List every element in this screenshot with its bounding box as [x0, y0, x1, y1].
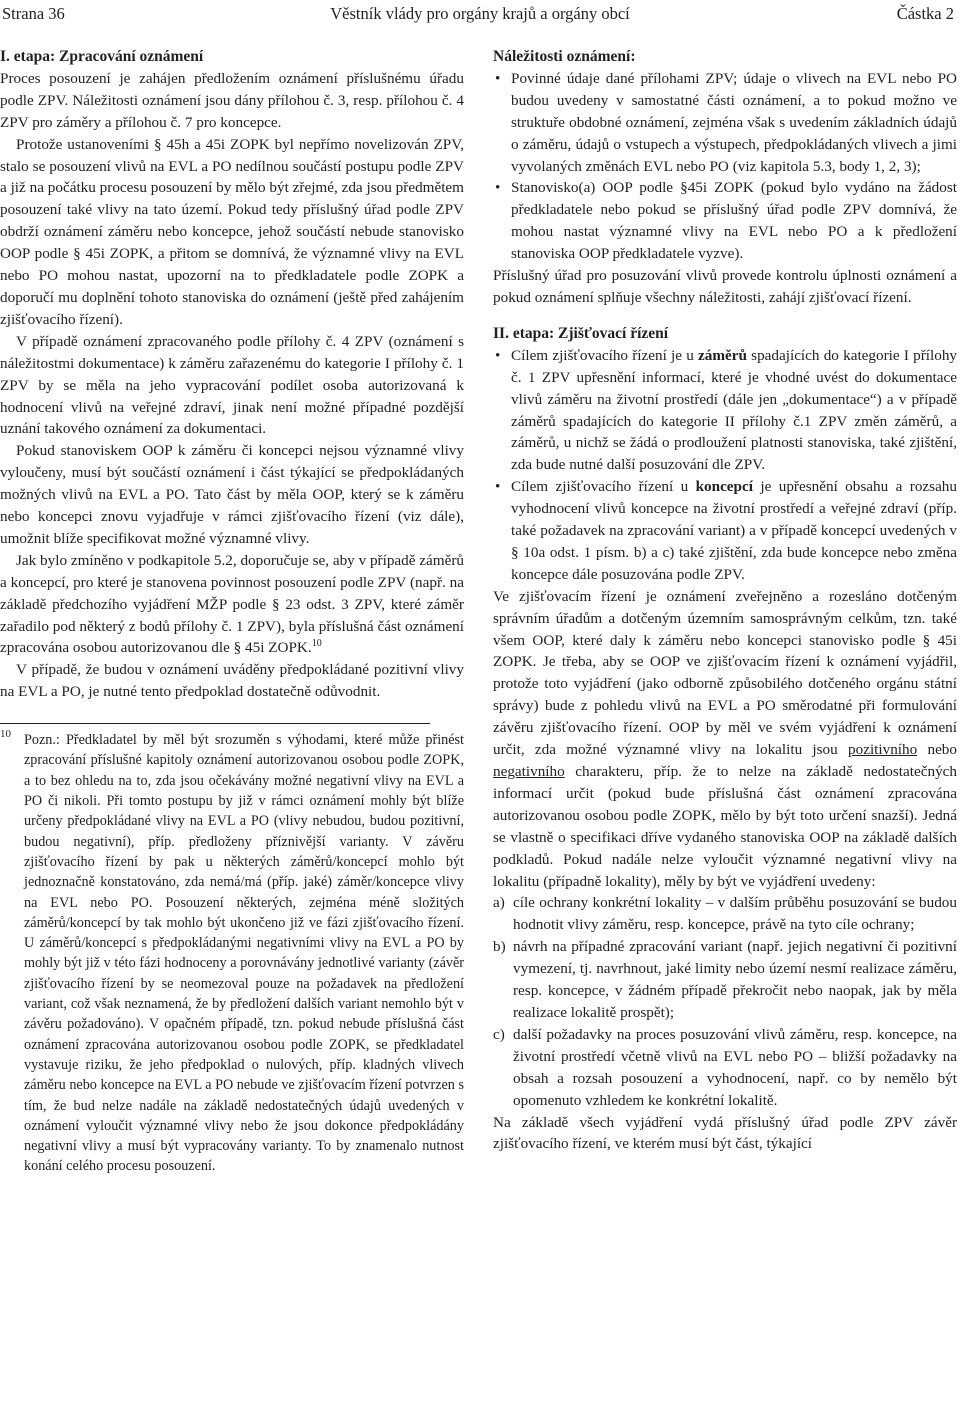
requirements-alpha-list [493, 892, 957, 1111]
requirements-heading: Náležitosti oznámení: [493, 48, 636, 65]
paragraph: Protože ustanoveními § 45h a 45i ZOPK byl nepřímo novelizován ZPV, stalo se posouzení vlivů na EVL a PO nedílnou součástí postupu podle ZPV a již na počátku procesu posouzení by mělo být zřejmé, zda jsou předmětem posouzení také vlivy na tato území. Pokud tedy příslušný úřad podle ZPV obdrží oznámení záměru nebo koncepce, jehož součástí nebude stanovisko OOP podle § 45i ZOPK, a přitom se domnívá, že významné vlivy na EVL nebo PO mohou nastat, upozorní na to předkladatele podle ZOPK a doporučí mu doplnění tohoto stanoviska do oznámení (ještě před zahájením zjišťovacího řízení). [0, 135, 464, 328]
paragraph [0, 550, 464, 660]
list-item: • Cílem zjišťovacího řízení u koncepcí je upřesnění obsahu a rozsahu vyhodnocení vlivů koncepce na životní prostředí a veřejné zdraví (příp. také požadavek na zpracování variant) a v případě koncepcí uvedených v § 10a odst. 1 písm. b) a c) také zjištění, zda bude koncepce nebo změna koncepce dále posuzována podle ZPV. [493, 476, 957, 586]
requirements-list [493, 68, 957, 265]
footnote [0, 730, 464, 1177]
page-number: Strana 36 [2, 4, 65, 23]
paragraph: Pokud stanoviskem OOP k záměru či koncepci nejsou významné vlivy vyloučeny, musí být součástí oznámení i část týkající se předpokládaných možných vlivů na EVL a PO. Tato část by měla OOP, který se k záměru nebo koncepci znovu vyjadřuje v rámci zjišťovacího řízení (viz dále), umožnit blíže specifikovat možné významné vlivy. [0, 442, 464, 547]
list-item: b) návrh na případné zpracování variant (např. jejich negativní či pozitivní vymezení, tj. navrhnout, jaké limity nebo území nesmí realizace záměru, resp. koncepce, v žádném případě překročit nebo naopak, jak by měla realizace lokalitě prospět); [493, 938, 957, 1021]
underlined-term: pozitivního [848, 741, 918, 759]
list-item: • Stanovisko(a) OOP podle §45i ZOPK (pokud bylo vydáno na žádost předkladatele nebo pokud se příslušný úřad podle ZPV domnívá, že mohou nastat významné vlivy na EVL nebo PO a k předložení stanoviska OOP předkladatele vyzve). [493, 177, 957, 265]
paragraph: Na základě všech vyjádření vydá příslušný úřad podle ZPV závěr zjišťovacího řízení, ve kterém musí být část, týkající [493, 1113, 957, 1153]
list-item: c) další požadavky na proces posuzování vlivů záměru, resp. koncepce, na životní prostředí včetně vlivů na EVL nebo PO – bližší požadavky na obsah a rozsah posouzení a vyhodnocení, např. co by nemělo být opomenuto vzhledem ke konkrétní lokalitě. [493, 1025, 957, 1109]
underlined-term: negativního [493, 763, 565, 780]
footnote-number: 10 [0, 728, 11, 741]
paragraph: V případě oznámení zpracovaného podle přílohy č. 4 ZPV (oznámení s náležitostmi dokumentace) k záměru zařazenému do kategorie I přílohy č. 1 ZPV by se měla na jeho vypracování podílet osoba autorizovaná k hodnocení vlivů na veřejné zdraví, jinak není možné případné pozdější uznání takového oznámení za dokumentaci. [0, 332, 464, 438]
journal-title: Věstník vlády pro orgány krajů a orgány obcí [330, 4, 630, 23]
list-item: • Cílem zjišťovacího řízení je u záměrů spadajících do kategorie I přílohy č. 1 ZPV upřesnění informací, které je vhodné uvést do dokumentace vlivů záměru na životní prostředí (dále jen „dokumentace“) a v případě záměrů spadajících do kategorie II přílohy č.1 ZPV změn záměrů, a záměrů, u nichž se žádá o prodloužení platnosti stanoviska, také zjištění, zda bude nutné další posuzování dle ZPV. [493, 345, 957, 476]
footnote-reference[interactable]: 10 [311, 638, 322, 650]
stage-one-heading: I. etapa: Zpracování oznámení [0, 48, 204, 65]
footnote-divider [0, 723, 430, 724]
paragraph-text: Jak bylo zmíněno v podkapitole 5.2, doporučuje se, aby v případě záměrů a koncepcí, pro které je stanovena povinnost posouzení podle ZPV (např. na základě předchozího vyjádření MŽP podle § 23 odst. 3 ZPV, které záměr zařadilo pod některý z bodů přílohy č. 1 ZPV), byla příslušná část oznámení zpracována osobou autorizovanou dle § 45i ZOPK. [0, 551, 464, 657]
footnote-text: Pozn.: Předkladatel by měl být srozuměn s výhodami, které může přinést zpracování příslušné kapitoly oznámení autorizovanou osobou podle ZOPK, a to bez ohledu na to, zda jsou očekávány možné negativní vlivy na EVL a PO či nikoli. Při tomto postupu by již v rámci oznámení mohly být blíže určeny předpokládané vlivy na EVL a PO (vlivy nebudou, budou pozitivní, budou negativní), příp. předloženy příznivější varianty. V závěru zjišťovacího řízení by pak u některých záměrů/koncepcí mohlo být jednoznačně konstatováno, zda nemá/má (příp. jaké) záměr/koncepce vlivy na EVL nebo PO. Posouzení některých, zejména méně složitých záměrů/koncepcí by tak mohlo být ukončeno již ve fázi zjišťovacího řízení. U záměrů/koncepcí s předpokládanými negativními vlivy na EVL a PO by mohly být již v této fázi hodnoceny a porovnávány jednotlivé varianty (závěr zjišťovacího řízení by se neomezoval pouze na požadavek na předložení variant, což však neznamená, že by předložení dalších variant nemohlo být v závěru požadováno). V opačném případě, tzn. pokud nebude příslušná část oznámení zpracována autorizovanou osobou podle ZOPK, se předkladatel vystavuje riziku, že jeho předpoklad o nulových, příp. kladných vlivech záměru nebo koncepce na EVL a PO nebude ve zjišťovacím řízení potvrzen s tím, že bud nelze nadále na základě nedostatečných údajů uvedených v oznámení vyloučit významné vlivy nebo že jsou dokonce předpokládány negativní vlivy a musí být vypracovány varianty. To by znamenalo nutnost konání celého procesu posouzení. [24, 732, 464, 1175]
paragraph: Příslušný úřad pro posuzování vlivů provede kontrolu úplnosti oznámení a pokud oznámení splňuje všechny náležitosti, zahájí zjišťovací řízení. [493, 267, 957, 306]
stage-two-heading: II. etapa: Zjišťovací řízení [493, 324, 669, 342]
right-column [493, 46, 957, 1155]
paragraph: Proces posouzení je zahájen předložením oznámení příslušnému úřadu podle ZPV. Náležitosti oznámení jsou dány přílohou č. 3, resp. přílohou č. 4 ZPV pro záměry a přílohou č. 7 pro koncepce. [0, 69, 464, 131]
list-item: • Povinné údaje dané přílohami ZPV; údaje o vlivech na EVL nebo PO budou uvedeny v samostatné části oznámení, a to pokud možno ve struktuře obdobné oznámení, zejména však s uvedením základních údajů o záměru, údajů o vstupech a výstupech, předpokládaných vlivech a jimi vyvolaných změnách EVL nebo PO (viz kapitola 5.3, body 1, 2, 3); [493, 68, 957, 178]
issue-number: Částka 2 [896, 4, 954, 23]
list-item: a) cíle ochrany konkrétní lokality – v dalším průběhu posuzování se budou hodnotit vlivy záměru, resp. koncepce, právě na tyto cíle ochrany; [493, 894, 957, 934]
page-header [0, 4, 960, 26]
paragraph: Ve zjišťovacím řízení je oznámení zveřejněno a rozesláno dotčeným správním úřadům a dotčeným územním samosprávným celkům, tzn. také všem OOP, které daly k záměru nebo koncepci stanovisko podle § 45i ZOPK. Je třeba, aby se OOP ve zjišťovacím řízení k oznámení vyjádřil, protože toto vyjádření (jako odborně způsobilého dotčeného orgánu státní správy) bude z pohledu vlivů na EVL a PO směrodatné při formulování závěru zjišťovacího řízení. OOP by měl ve svém vyjádření k oznámení určit, zda možné významné vlivy na lokalitu jsou pozitivního nebo negativního charakteru, příp. že to nelze na základě nedostatečných informací určit (pokud bude příslušná část oznámení zpracována autorizovanou osobou podle ZOPK, mělo by být toto určení snazší). Jedná se vlastně o specifikaci dříve vydaného stanoviska OOP na základě dalších podkladů. Pokud nadále nelze vyloučit významné negativní vlivy na lokalitu (případně lokality), měly by být ve vyjádření uvedeny: [493, 587, 957, 890]
goals-list [493, 345, 957, 586]
paragraph: V případě, že budou v oznámení uváděny předpokládané pozitivní vlivy na EVL a PO, je nutné tento předpoklad dostatečně odůvodnit. [0, 661, 464, 701]
left-column [0, 46, 464, 1177]
